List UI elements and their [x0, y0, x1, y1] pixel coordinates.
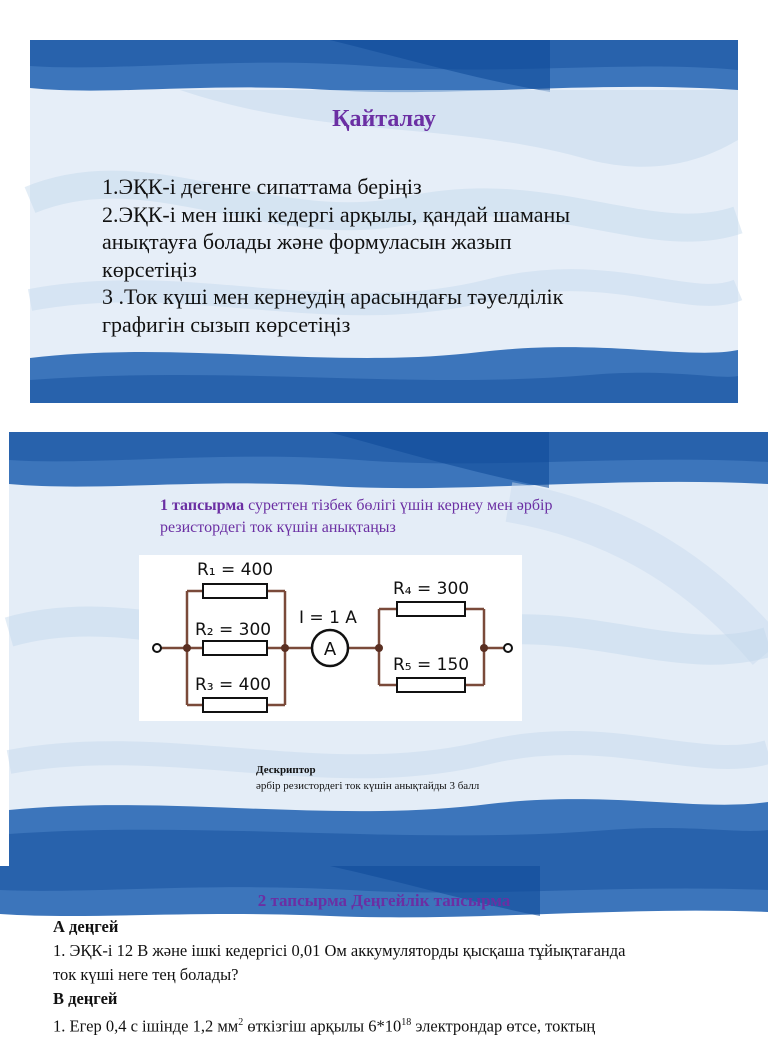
question-a-line1: 1. ЭҚК-і 12 В және ішкі кедергісі 0,01 Ом аккумуляторды қысқаша тұйықтағанда [53, 941, 626, 960]
level-a-heading: А деңгей [53, 917, 119, 936]
question-line: көрсетіңіз [102, 256, 197, 282]
question-b-line1 [53, 1011, 753, 1039]
question-line: анықтауға болады және формуласын жазып [102, 229, 512, 254]
question-list [102, 173, 702, 338]
descriptor [256, 764, 479, 792]
resistor-r5 [397, 678, 465, 692]
junction-node [281, 644, 289, 652]
superscript: 18 [401, 1017, 412, 1028]
task-text-line2: резистордегі ток күшін анықтаңыз [160, 519, 396, 536]
resistor-r4-label: R₄ = 300 [393, 579, 470, 599]
task-text: суреттен тізбек бөлігі үшін кернеу мен әрбір [244, 497, 553, 514]
question-line: графигін сызып көрсетіңіз [102, 311, 351, 337]
question-line: 3 .Ток күші мен кернеудің арасындағы тәуелділік [102, 284, 564, 309]
question-line: 1.ЭҚК-і дегенге сипаттама беріңіз [102, 174, 422, 199]
slide-title: Қайталау [332, 106, 436, 132]
ammeter-label: A [323, 639, 337, 660]
junction-node [375, 644, 383, 652]
resistor-r5-label: R₅ = 150 [393, 655, 470, 675]
circuit-diagram [139, 555, 522, 721]
slide-title: 2 тапсырма Деңгейлік тапсырма [257, 891, 511, 910]
question-b-part: электрондар өтсе, токтың [411, 1016, 596, 1036]
task-statement [160, 495, 680, 539]
resistor-r4 [397, 602, 465, 616]
resistor-r1 [203, 584, 267, 598]
resistor-r2 [203, 641, 267, 655]
level-b-heading: В деңгей [53, 989, 118, 1008]
question-b-part: өткізгіш арқылы 6*10 [243, 1016, 402, 1036]
resistor-r1-label: R₁ = 400 [197, 560, 274, 580]
slide-repetition [30, 40, 738, 403]
resistor-r3-label: R₃ = 400 [195, 675, 272, 695]
descriptor-text: әрбір резистордегі ток күшін анықтайды 3 балл [256, 780, 480, 792]
terminal-right [504, 644, 512, 652]
current-label: I = 1 A [299, 608, 357, 628]
slide-task-1 [9, 432, 768, 872]
superscript: 2 [238, 1017, 244, 1028]
terminal-left [153, 644, 161, 652]
junction-node [480, 644, 488, 652]
question-line: 2.ЭҚК-і мен ішкі кедергі арқылы, қандай шаманы [102, 201, 571, 227]
slide-task-2 [0, 866, 768, 1036]
task-levels [53, 915, 753, 1039]
junction-node [183, 644, 191, 652]
descriptor-title: Дескриптор [256, 764, 316, 776]
question-b-part: 1. Егер 0,4 с ішінде 1,2 мм [53, 1016, 239, 1036]
question-a-line2: ток күші неге тең болады? [53, 965, 239, 984]
resistor-r3 [203, 698, 267, 712]
resistor-r2-label: R₂ = 300 [195, 620, 272, 640]
task-label: 1 тапсырма [160, 497, 245, 514]
